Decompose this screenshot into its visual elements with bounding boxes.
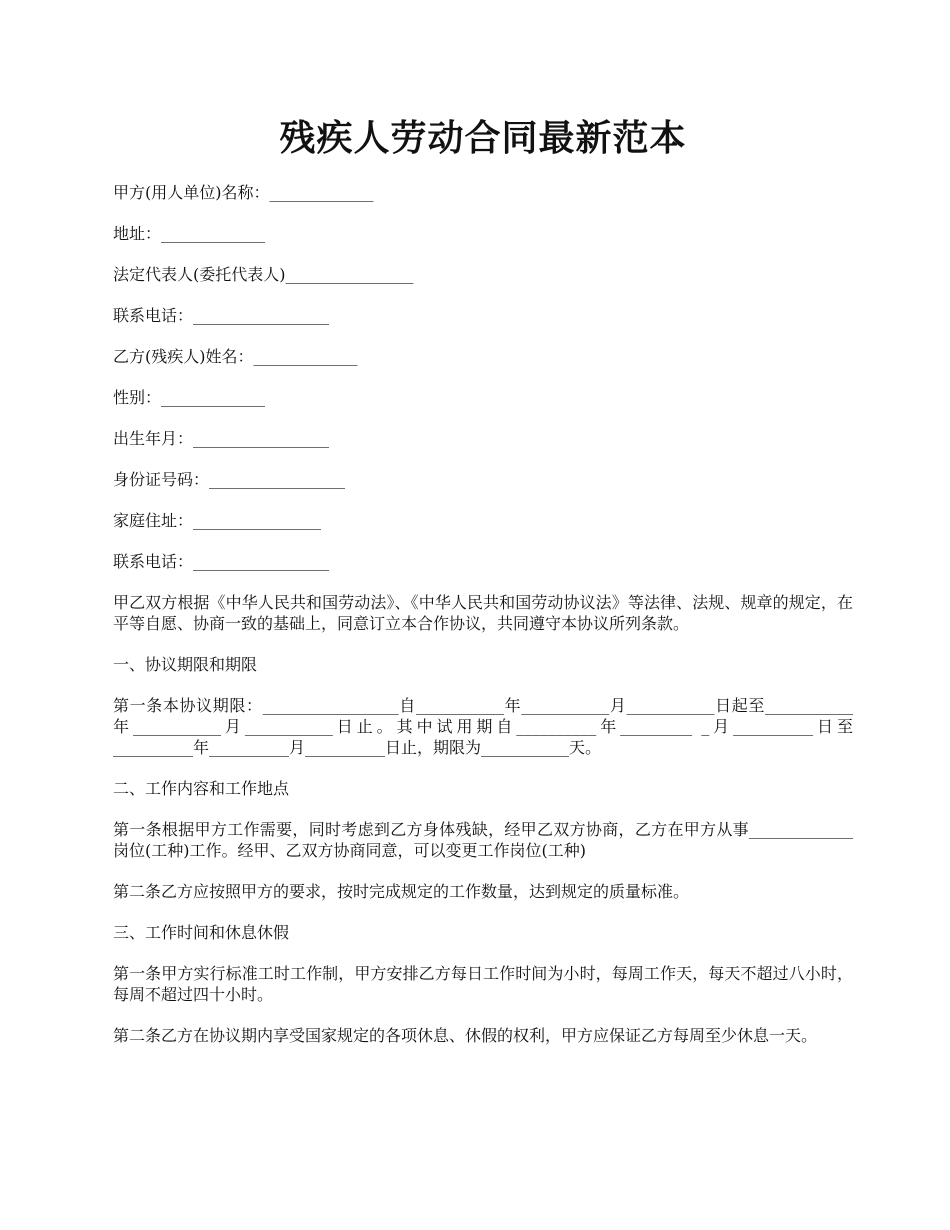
party-a-name-field: 甲方(用人单位)名称：_____________: [113, 183, 374, 202]
section-2-heading: 二、工作内容和工作地点: [113, 779, 290, 798]
document-title: 残疾人劳动合同最新范本: [279, 117, 687, 159]
section-2-article-1: 第一条根据甲方工作需要，同时考虑到乙方身体残缺，经甲乙双方协商，乙方在甲方从事_____________岗位(工种)工作。经甲、乙双方协商同意，可以变更工作岗位(工种): [113, 820, 853, 860]
legal-representative-field: 法定代表人(委托代表人)________________: [113, 265, 414, 284]
home-address-field: 家庭住址：________________: [113, 511, 322, 530]
party-a-address-field: 地址：_____________: [113, 224, 266, 243]
section-3-article-2: 第二条乙方在协议期内享受国家规定的各项休息、休假的权利，甲方应保证乙方每周至少休息一天。: [113, 1026, 818, 1045]
id-number-field: 身份证号码：_________________: [113, 470, 346, 489]
party-b-phone-field: 联系电话：_________________: [113, 552, 330, 571]
section-3-heading: 三、工作时间和休息休假: [113, 923, 290, 942]
party-a-phone-field: 联系电话：_________________: [113, 306, 330, 325]
intro-paragraph: 甲乙双方根据《中华人民共和国劳动法》、《中华人民共和国劳动协议法》等法律、法规、规章的规定，在平等自愿、协商一致的基础上，同意订立本合作协议，共同遵守本协议所列条款。: [113, 593, 853, 633]
section-1-article-1: 第一条本协议期限：_________________自___________年___________月___________日起至___________年___________月___________日止。其中试用期自__________年_________ _月__________日至__________年__________月__________日止，期限为___________天。: [113, 696, 853, 757]
gender-field: 性别：_____________: [113, 388, 266, 407]
section-3-article-1: 第一条甲方实行标准工时工作制，甲方安排乙方每日工作时间为小时，每周工作天，每天不超过八小时，每周不超过四十小时。: [113, 964, 853, 1004]
contract-document: [113, 112, 853, 1066]
birth-date-field: 出生年月：_________________: [113, 429, 330, 448]
section-2-article-2: 第二条乙方应按照甲方的要求，按时完成规定的工作数量，达到规定的质量标准。: [113, 882, 690, 901]
party-b-name-field: 乙方(残疾人)姓名：_____________: [113, 347, 358, 366]
section-1-heading: 一、协议期限和期限: [113, 655, 258, 674]
